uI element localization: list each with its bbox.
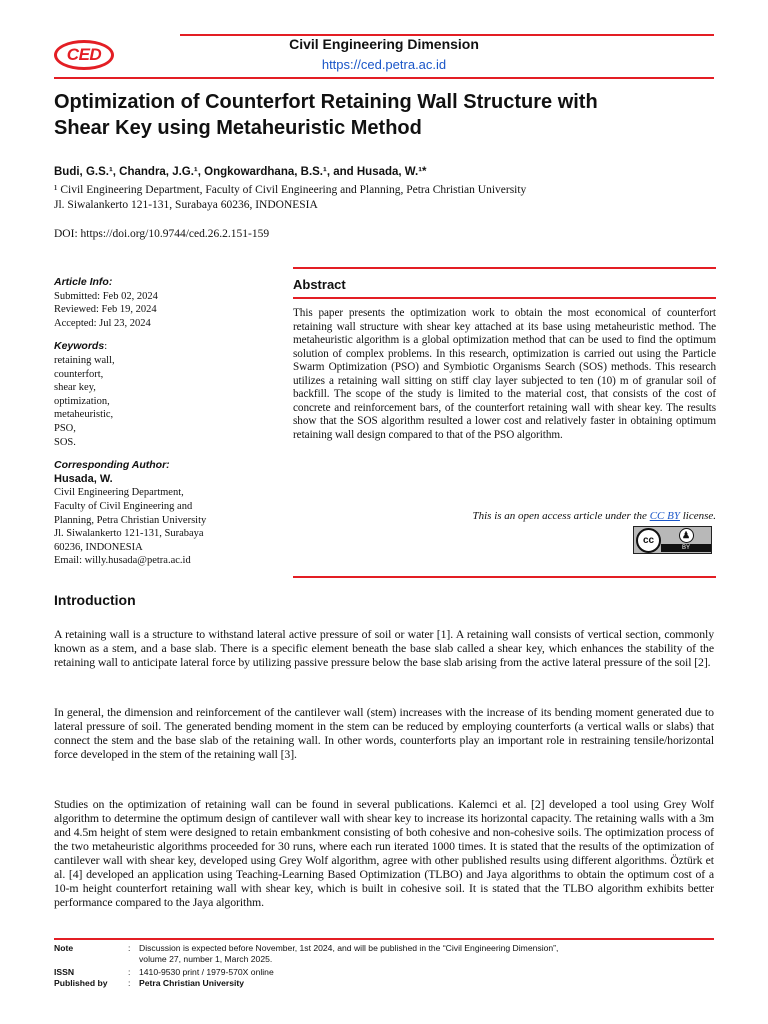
publisher-label: Published by	[54, 978, 108, 988]
note-colon: :	[128, 943, 131, 953]
keyword-item: counterfort,	[54, 368, 104, 380]
cc-by-license-link[interactable]: CC BY	[649, 510, 680, 522]
corresponding-address-line: Planning, Petra Christian University	[54, 514, 207, 526]
keyword-item: shear key,	[54, 382, 96, 394]
by-label: BY	[661, 544, 711, 552]
abstract-rule-mid	[293, 297, 716, 299]
open-access-suffix: license.	[679, 510, 716, 522]
issn-colon: :	[128, 967, 131, 977]
corresponding-email[interactable]: Email: willy.husada@petra.ac.id	[54, 555, 191, 567]
footer-rule	[54, 938, 714, 940]
article-info-line: Reviewed: Feb 19, 2024	[54, 304, 157, 316]
corresponding-address-line: Civil Engineering Department,	[54, 487, 184, 499]
affiliation-line: ¹ Civil Engineering Department, Faculty of Civil Engineering and Planning, Petra Christian University	[54, 184, 527, 196]
header-rule-bottom	[54, 77, 714, 79]
abstract-heading: Abstract	[293, 277, 346, 292]
abstract-rule-bottom	[293, 576, 716, 578]
title-line: Shear Key using Metaheuristic Method	[54, 117, 422, 139]
publisher-colon: :	[128, 978, 131, 988]
corresponding-author-name: Husada, W.	[54, 472, 113, 485]
author-list: Budi, G.S.¹, Chandra, J.G.¹, Ongkowardhana, B.S.¹, and Husada, W.¹*	[54, 166, 427, 178]
keywords-heading	[54, 340, 276, 354]
keyword-item: optimization,	[54, 395, 110, 407]
by-section	[661, 527, 711, 553]
abstract-rule-top	[293, 267, 716, 269]
note-line: Discussion is expected before November, 1st 2024, and will be published in the “Civil Engineering Dimension”,	[139, 943, 559, 953]
abstract-text: This paper presents the optimization work to obtain the most economical of counterfort retaining wall structure with shear key attached at its base using metaheuristic method. The metaheuristic algorithm is a global optimization method that can be used to find the optimum solution of complex problems. In this research, optimization is carried out using the Particle Swarm Optimization (PSO) and Symbiotic Organisms Search (SOS) methods. This research utilizes a retaining wall sitting on stiff clay layer subjected to ten (10) m of granular soil of backfill. The scope of the study is limited to the material cost, that consists of the cost of concrete and reinforcement bars, of the counterfort retaining wall with shear key. The results show that the SOS algorithm resulted a lower cost and relatively faster in obtaining optimum retaining wall design compared to that of the PSO algorithm.	[293, 307, 716, 441]
publisher-value: Petra Christian University	[139, 978, 245, 988]
corresponding-address-line: 60236, INDONESIA	[54, 541, 143, 553]
paper-title	[54, 89, 724, 141]
header-rule-top	[180, 34, 714, 36]
footer-note	[54, 943, 724, 967]
journal-logo	[54, 40, 114, 70]
corresponding-address-line: Jl. Siwalankerto 121-131, Surabaya	[54, 528, 204, 540]
cc-by-badge[interactable]	[633, 526, 712, 554]
doi-link[interactable]: DOI: https://doi.org/10.9744/ced.26.2.151-159	[54, 228, 270, 240]
keyword-item: SOS.	[54, 436, 76, 448]
cc-icon: cc	[636, 528, 661, 553]
footer-publisher	[54, 978, 724, 990]
issn-value: 1410-9530 print / 1979-570X online	[139, 967, 274, 977]
article-info-label: Article Info:	[54, 276, 113, 288]
journal-url-link[interactable]: https://ced.petra.ac.id	[321, 57, 447, 72]
keywords-colon: :	[104, 341, 108, 353]
intro-paragraph: Studies on the optimization of retaining wall can be found in several publications. Kalemci et al. [2] developed a tool using Grey Wolf algorithm to determine the optimum design of cantilever wall with shear key to increase its horizontal capacity. The retaining walls with a 3m and 4.5m height of stem were designed to retain embankment consisting of both cohesive and non-cohesive soils. The optimization process of the two metaheuristic algorithms proceeded for 30 runs, where each run iterated 1000 times. It is stated that the results of the optimization of cantilever wall with shear key, developed using Grey Wolf algorithm, agree with other published results using different algorithms. Öztürk et al. [4] developed an application using Teaching-Learning Based Optimization (TLBO) and Jaya algorithms to obtain the optimum cost of a 10-m height counterfort retaining wall with shear key, which is built in cohesive soil. It is stated that the TLBO algorithm exhibits better performance compared to the Jaya algorithm.	[54, 797, 714, 909]
issn-label: ISSN	[54, 967, 75, 977]
article-info-line: Accepted: Jul 23, 2024	[54, 317, 151, 329]
logo-text: CED	[66, 45, 102, 64]
intro-paragraph: A retaining wall is a structure to withstand lateral active pressure of soil or water [1]. A retaining wall consists of vertical section, commonly known as a stem, and a base slab. There is a specific element beneath the base slab called a shear key, which enhances the stability of the retaining wall to anticipate lateral force by utilizing passive pressure below the base slab arising from the active lateral pressure of the soil [2].	[54, 627, 714, 669]
journal-name: Civil Engineering Dimension	[289, 36, 479, 52]
attribution-person-icon: ♟	[679, 528, 694, 543]
introduction-heading: Introduction	[54, 592, 136, 608]
article-sidebar	[54, 276, 276, 568]
title-line: Optimization of Counterfort Retaining Wall Structure with	[54, 91, 598, 113]
article-info-line: Submitted: Feb 02, 2024	[54, 290, 158, 302]
intro-paragraph: In general, the dimension and reinforcement of the cantilever wall (stem) increases with the increase of its bending moment generated due to lateral pressure of soil. The generated bending moment in the stem can be reduced by employing counterforts (a vertical walls or slabs) that connect the stem and the base slab of the retaining wall. In other words, counterforts play an important role in restraining tensile/horizontal force developed in the stem of the retaining wall [3].	[54, 705, 714, 761]
corresponding-author-label: Corresponding Author:	[54, 459, 170, 472]
corresponding-address-line: Faculty of Civil Engineering and	[54, 500, 193, 512]
note-line: volume 27, number 1, March 2025.	[139, 954, 273, 964]
keywords-label: Keywords	[54, 340, 105, 353]
keyword-item: metaheuristic,	[54, 409, 114, 421]
affiliation-line: Jl. Siwalankerto 121-131, Surabaya 60236, INDONESIA	[54, 199, 318, 211]
keyword-item: retaining wall,	[54, 354, 115, 366]
open-access-statement	[293, 510, 716, 522]
open-access-prefix: This is an open access article under the	[472, 510, 650, 522]
keyword-item: PSO,	[54, 422, 76, 434]
note-label: Note	[54, 943, 74, 953]
